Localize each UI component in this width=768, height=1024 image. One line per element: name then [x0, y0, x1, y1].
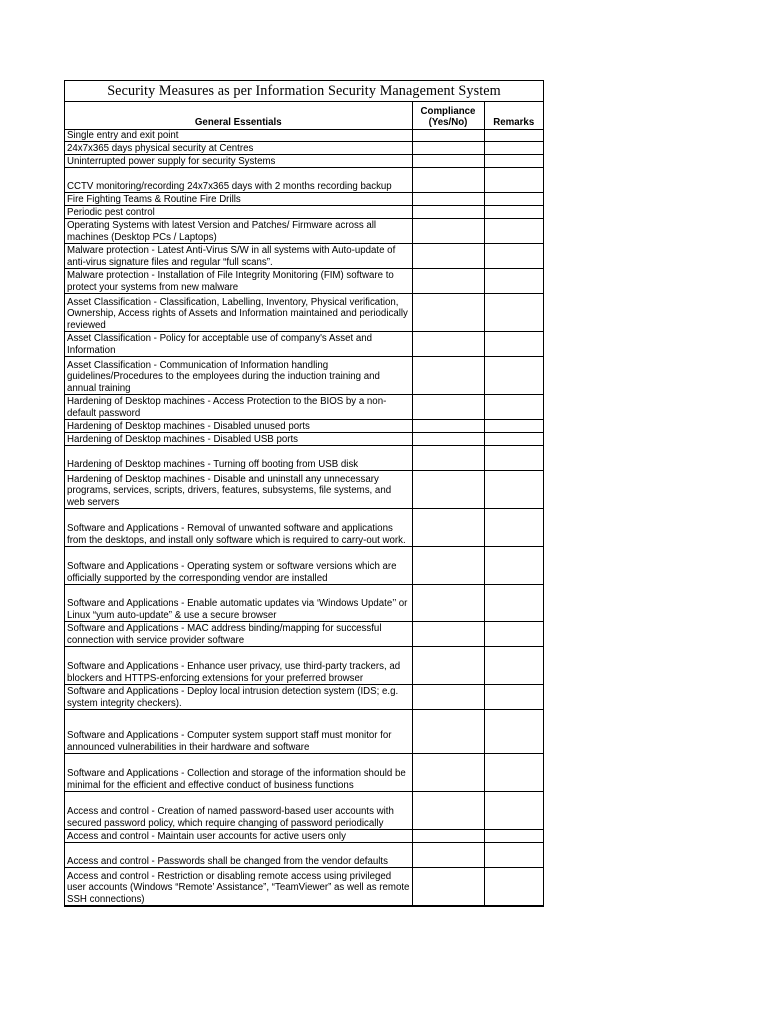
- header-general-essentials: General Essentials: [65, 102, 412, 129]
- table-row: [65, 546, 543, 584]
- compliance-cell[interactable]: [412, 584, 484, 621]
- remarks-cell[interactable]: [484, 394, 543, 419]
- table-row: [65, 192, 543, 205]
- table-row: [65, 842, 543, 867]
- essential-item: 24x7x365 days physical security at Centres: [65, 141, 412, 154]
- remarks-cell[interactable]: [484, 432, 543, 445]
- compliance-cell[interactable]: [412, 268, 484, 293]
- table-row: [65, 205, 543, 218]
- remarks-cell[interactable]: [484, 154, 543, 167]
- essential-item: Software and Applications - Enhance user privacy, use third-party trackers, ad blockers and HTTPS-enforcing extensions for your preferred browser: [65, 646, 412, 684]
- compliance-cell[interactable]: [412, 867, 484, 905]
- table-row: [65, 419, 543, 432]
- remarks-cell[interactable]: [484, 646, 543, 684]
- compliance-cell[interactable]: [412, 621, 484, 646]
- remarks-cell[interactable]: [484, 331, 543, 356]
- table-row: [65, 646, 543, 684]
- remarks-cell[interactable]: [484, 167, 543, 192]
- essential-item: Hardening of Desktop machines - Disable and uninstall any unnecessary programs, services, scripts, drivers, features, subsystems, file systems, and web servers: [65, 470, 412, 508]
- essential-item: Uninterrupted power supply for security Systems: [65, 154, 412, 167]
- header-remarks: Remarks: [484, 102, 543, 129]
- compliance-cell[interactable]: [412, 445, 484, 470]
- compliance-cell[interactable]: [412, 394, 484, 419]
- essential-item: CCTV monitoring/recording 24x7x365 days with 2 months recording backup: [65, 167, 412, 192]
- compliance-cell[interactable]: [412, 356, 484, 394]
- compliance-cell[interactable]: [412, 470, 484, 508]
- table-row: [65, 829, 543, 842]
- essential-item: Software and Applications - Enable automatic updates via ‘Windows Update’’ or Linux “yum auto-update” & use a secure browser: [65, 584, 412, 621]
- essential-item: Asset Classification - Classification, Labelling, Inventory, Physical verification, Ownership, Access rights of Assets and Information maintained and periodically reviewed: [65, 293, 412, 331]
- compliance-cell[interactable]: [412, 791, 484, 829]
- essential-item: Software and Applications - Computer system support staff must monitor for announced vulnerabilities in their hardware and software: [65, 709, 412, 753]
- table-row: [65, 218, 543, 243]
- table-row: [65, 394, 543, 419]
- essential-item: Fire Fighting Teams & Routine Fire Drills: [65, 192, 412, 205]
- header-row: [65, 102, 543, 129]
- compliance-cell[interactable]: [412, 419, 484, 432]
- remarks-cell[interactable]: [484, 842, 543, 867]
- table-row: [65, 584, 543, 621]
- table-row: [65, 331, 543, 356]
- essential-item: Software and Applications - Deploy local intrusion detection system (IDS; e.g. system integrity checkers).: [65, 684, 412, 709]
- essential-item: Asset Classification - Communication of Information handling guidelines/Procedures to the employees during the induction training and annual training: [65, 356, 412, 394]
- compliance-cell[interactable]: [412, 753, 484, 791]
- essential-item: Single entry and exit point: [65, 129, 412, 141]
- essential-item: Hardening of Desktop machines - Access Protection to the BIOS by a non-default password: [65, 394, 412, 419]
- table-row: [65, 154, 543, 167]
- remarks-cell[interactable]: [484, 356, 543, 394]
- compliance-cell[interactable]: [412, 141, 484, 154]
- essential-item: Software and Applications - Collection and storage of the information should be minimal for the efficient and effective conduct of business functions: [65, 753, 412, 791]
- remarks-cell[interactable]: [484, 205, 543, 218]
- table-row: [65, 356, 543, 394]
- remarks-cell[interactable]: [484, 192, 543, 205]
- remarks-cell[interactable]: [484, 546, 543, 584]
- remarks-cell[interactable]: [484, 243, 543, 268]
- compliance-cell[interactable]: [412, 192, 484, 205]
- table-row: [65, 432, 543, 445]
- table-row: [65, 753, 543, 791]
- compliance-cell[interactable]: [412, 842, 484, 867]
- compliance-cell[interactable]: [412, 432, 484, 445]
- essential-item: Access and control - Creation of named password-based user accounts with secured password policy, which require changing of password periodically: [65, 791, 412, 829]
- table-row: [65, 293, 543, 331]
- compliance-cell[interactable]: [412, 546, 484, 584]
- compliance-cell[interactable]: [412, 293, 484, 331]
- essential-item: Software and Applications - Operating system or software versions which are officially supported by the corresponding vendor are installed: [65, 546, 412, 584]
- essential-item: Operating Systems with latest Version and Patches/ Firmware across all machines (Desktop PCs / Laptops): [65, 218, 412, 243]
- essential-item: Access and control - Restriction or disabling remote access using privileged user accounts (Windows “Remote’ Assistance”, “TeamViewer” as well as remote SSH connections): [65, 867, 412, 905]
- table-row: [65, 867, 543, 905]
- essential-item: Asset Classification - Policy for acceptable use of company's Asset and Information: [65, 331, 412, 356]
- remarks-cell[interactable]: [484, 829, 543, 842]
- table-row: [65, 621, 543, 646]
- compliance-cell[interactable]: [412, 331, 484, 356]
- table-row: [65, 243, 543, 268]
- remarks-cell[interactable]: [484, 419, 543, 432]
- essential-item: Software and Applications - Removal of unwanted software and applications from the desktops, and install only software which is required to carry-out work.: [65, 508, 412, 546]
- table-row: [65, 268, 543, 293]
- security-checklist-sheet: [64, 80, 544, 907]
- essential-item: Malware protection - Installation of File Integrity Monitoring (FIM) software to protect your systems from new malware: [65, 268, 412, 293]
- table-row: [65, 445, 543, 470]
- checklist-table: [65, 102, 543, 906]
- compliance-cell[interactable]: [412, 218, 484, 243]
- essential-item: Malware protection - Latest Anti-Virus S/W in all systems with Auto-update of anti-virus signature files and regular “full scans”.: [65, 243, 412, 268]
- checklist-body: [65, 129, 543, 905]
- compliance-cell[interactable]: [412, 167, 484, 192]
- essential-item: Periodic pest control: [65, 205, 412, 218]
- remarks-cell[interactable]: [484, 684, 543, 709]
- remarks-cell[interactable]: [484, 218, 543, 243]
- essential-item: Hardening of Desktop machines - Disabled unused ports: [65, 419, 412, 432]
- sheet-title: Security Measures as per Information Security Management System: [65, 81, 543, 102]
- compliance-cell[interactable]: [412, 646, 484, 684]
- remarks-cell[interactable]: [484, 293, 543, 331]
- table-row: [65, 508, 543, 546]
- remarks-cell[interactable]: [484, 753, 543, 791]
- remarks-cell[interactable]: [484, 129, 543, 141]
- compliance-cell[interactable]: [412, 829, 484, 842]
- compliance-cell[interactable]: [412, 205, 484, 218]
- remarks-cell[interactable]: [484, 268, 543, 293]
- remarks-cell[interactable]: [484, 584, 543, 621]
- essential-item: Access and control - Maintain user accounts for active users only: [65, 829, 412, 842]
- remarks-cell[interactable]: [484, 470, 543, 508]
- compliance-cell[interactable]: [412, 129, 484, 141]
- remarks-cell[interactable]: [484, 709, 543, 753]
- table-row: [65, 470, 543, 508]
- remarks-cell[interactable]: [484, 621, 543, 646]
- table-row: [65, 791, 543, 829]
- remarks-cell[interactable]: [484, 508, 543, 546]
- remarks-cell[interactable]: [484, 445, 543, 470]
- header-compliance: Compliance (Yes/No): [412, 102, 484, 129]
- compliance-cell[interactable]: [412, 684, 484, 709]
- remarks-cell[interactable]: [484, 867, 543, 905]
- table-row: [65, 129, 543, 141]
- remarks-cell[interactable]: [484, 141, 543, 154]
- table-row: [65, 684, 543, 709]
- compliance-cell[interactable]: [412, 154, 484, 167]
- essential-item: Hardening of Desktop machines - Turning off booting from USB disk: [65, 445, 412, 470]
- essential-item: Software and Applications - MAC address binding/mapping for successful connection with service provider software: [65, 621, 412, 646]
- table-row: [65, 709, 543, 753]
- table-row: [65, 167, 543, 192]
- compliance-cell[interactable]: [412, 709, 484, 753]
- essential-item: Hardening of Desktop machines - Disabled USB ports: [65, 432, 412, 445]
- table-row: [65, 141, 543, 154]
- compliance-cell[interactable]: [412, 243, 484, 268]
- compliance-cell[interactable]: [412, 508, 484, 546]
- remarks-cell[interactable]: [484, 791, 543, 829]
- essential-item: Access and control - Passwords shall be changed from the vendor defaults: [65, 842, 412, 867]
